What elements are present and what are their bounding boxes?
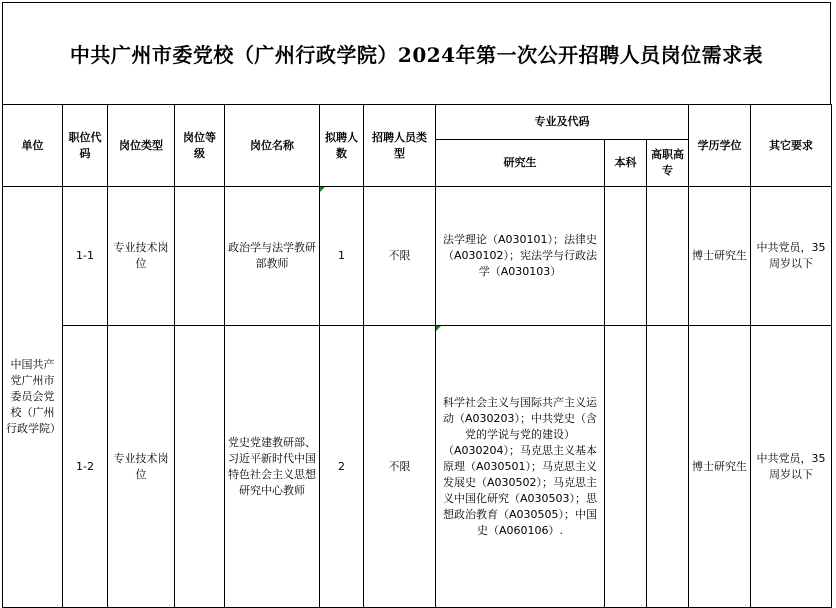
row-type: 专业技术岗位 (108, 187, 175, 326)
header-postgrad: 研究生 (436, 140, 605, 187)
header-education: 学历学位 (689, 105, 751, 187)
header-college: 高职高专 (647, 140, 689, 187)
table-row (3, 187, 832, 326)
header-other: 其它要求 (751, 105, 832, 187)
row-code: 1-2 (63, 326, 108, 608)
row-college (647, 187, 689, 326)
header-row-1 (3, 105, 832, 140)
row-college (647, 326, 689, 608)
header-recruit-type: 招聘人员类型 (364, 105, 436, 187)
row-education: 博士研究生 (689, 187, 751, 326)
row-position-name: 党史党建教研部、习近平新时代中国特色社会主义思想研究中心教师 (225, 326, 320, 608)
row-code: 1-1 (63, 187, 108, 326)
unit-cell: 中国共产党广州市委员会党校（广州行政学院） (3, 187, 63, 608)
header-count: 拟聘人数 (320, 105, 364, 187)
row-other: 中共党员，35周岁以下 (751, 187, 832, 326)
row-other: 中共党员，35周岁以下 (751, 326, 832, 608)
row-type: 专业技术岗位 (108, 326, 175, 608)
row-recruit-type: 不限 (364, 326, 436, 608)
header-bachelor: 本科 (605, 140, 647, 187)
page-title: 中共广州市委党校（广州行政学院）2024年第一次公开招聘人员岗位需求表 (69, 43, 764, 67)
row-bachelor (605, 326, 647, 608)
header-unit: 单位 (3, 105, 63, 187)
cell-note-marker (320, 187, 325, 192)
row-postgrad-majors: 法学理论（A030101）；法律史（A030102）；宪法学与行政法学（A030103） (436, 187, 605, 326)
recruitment-sheet (2, 2, 834, 606)
header-code: 职位代码 (63, 105, 108, 187)
table-row (3, 326, 832, 608)
row-education: 博士研究生 (689, 326, 751, 608)
position-table (2, 104, 832, 608)
header-major-group: 专业及代码 (436, 105, 689, 140)
row-count: 1 (338, 249, 345, 262)
row-postgrad-majors: 科学社会主义与国际共产主义运动（A030203）；中共党史（含党的学说与党的建设）（A030204）；马克思主义基本原理（A030501）；马克思主义发展史（A030502）；马克思主义中国化研究（A030503）；思想政治教育（A030505）；中国史（A060106）. (442, 395, 597, 537)
row-count: 2 (320, 326, 364, 608)
header-level: 岗位等级 (175, 105, 225, 187)
header-name: 岗位名称 (225, 105, 320, 187)
row-level (175, 326, 225, 608)
row-postgrad-majors-cell (436, 326, 605, 608)
row-count-cell (320, 187, 364, 326)
row-recruit-type: 不限 (364, 187, 436, 326)
row-position-name: 政治学与法学教研部教师 (225, 187, 320, 326)
header-type: 岗位类型 (108, 105, 175, 187)
cell-note-marker (436, 326, 441, 331)
row-bachelor (605, 187, 647, 326)
title-row (2, 2, 831, 105)
row-level (175, 187, 225, 326)
